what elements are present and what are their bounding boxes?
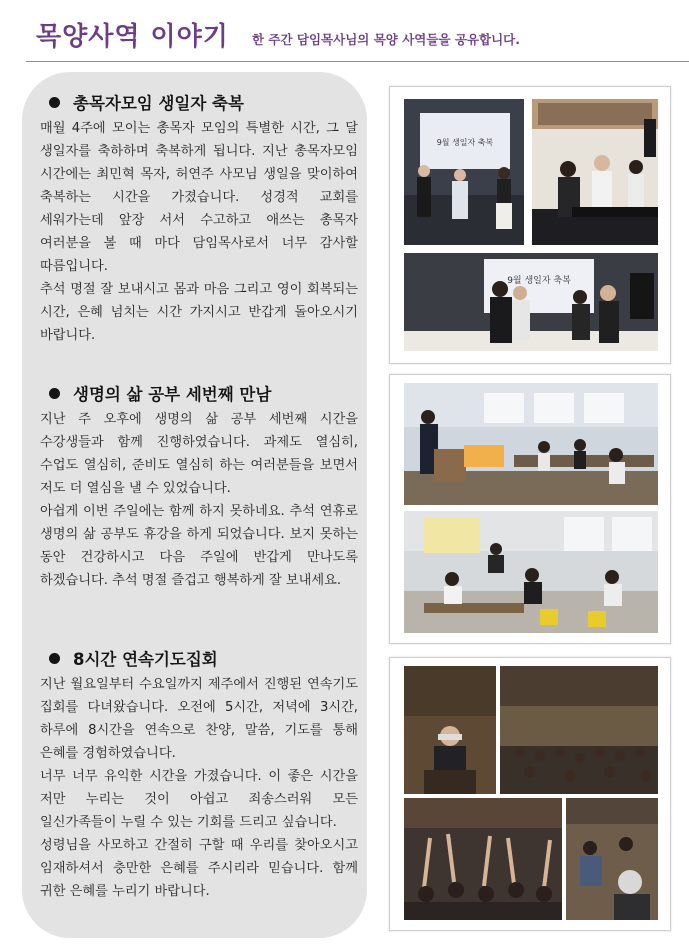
- section-title: 8시간 연속기도집회: [73, 650, 218, 669]
- photo-frame-birthday: [389, 86, 671, 364]
- photo-life-study-class: [404, 511, 658, 633]
- photo-prayer-hall: [500, 666, 658, 794]
- photo-frame-prayer-meeting: [389, 657, 671, 931]
- section-birthday: [40, 90, 358, 347]
- section-body: [40, 117, 358, 347]
- photo-prayer-speaker: [404, 666, 496, 794]
- section-paragraph: 아쉽게 이번 주일에는 함께 하지 못하네요. 추석 연휴로 생명의 삶 공부도 휴강을 하게 되었습니다. 보지 못하는 동안 건강하시고 다음 주일에 반갑게 만나도록 하겠습니다. 추석 명절 즐겁고 행복하게 잘 보내세요.: [40, 504, 358, 588]
- section-paragraph: 너무 너무 유익한 시간을 가졌습니다. 이 좋은 시간을 저만 누리는 것이 아쉽고 죄송스러워 모든 일신가족들이 누릴 수 있는 기회를 드리고 싶습니다.: [40, 769, 358, 830]
- photo-life-study-lecture: [404, 383, 658, 505]
- page-subtitle: 한 주간 담임목사님의 목양 사역들을 공유합니다.: [252, 32, 521, 47]
- section-heading: [40, 90, 358, 114]
- section-paragraph: 지난 월요일부터 수요일까지 제주에서 진행된 연속기도 집회를 다녀왔습니다. 오전에 5시간, 저녁에 3시간, 하루에 8시간을 연속으로 찬양, 말씀, 기도를 통해 은혜를 경험하였습니다.: [40, 677, 358, 761]
- section-paragraph: 매월 4주에 모이는 총목자 모임의 특별한 시간, 그 달 생일자를 축하하며 축복하게 됩니다. 지난 총목자모임 시간에는 최민혁 목자, 허연주 사모님 생일을 맞이하여 축복하는 시간을 가졌습니다. 성경적 교회를 세워가는데 앞장 서서 수고하고 애쓰는 총목자 여러분을 볼 때 마다 담임목사로서 너무 감사할 따름입니다.: [40, 121, 358, 274]
- section-heading: [40, 381, 358, 405]
- slide-text: 9월 생일자 축복: [507, 276, 571, 286]
- bullet-icon: [49, 97, 60, 108]
- section-heading: [40, 646, 358, 670]
- page-title: 목양사역 이야기: [36, 22, 229, 52]
- photo-prayer-worship: [404, 798, 562, 920]
- bullet-icon: [49, 653, 60, 664]
- section-prayer-meeting: [40, 646, 358, 903]
- slide-text: 9월 생일자 축복: [436, 138, 494, 147]
- section-title: 생명의 삶 공부 세번째 만남: [73, 385, 272, 404]
- bullet-icon: [49, 388, 60, 399]
- photo-birthday-blessing: [404, 253, 658, 351]
- section-paragraph: 지난 주 오후에 생명의 삶 공부 세번째 시간을 수강생들과 함께 진행하였습니다. 과제도 열심히, 수업도 열심히, 준비도 열심히 하는 여러분들을 보면서 저도 더 열심을 낼 수 있었습니다.: [40, 412, 358, 496]
- photo-prayer-congregation: [566, 798, 658, 920]
- section-body: [40, 673, 358, 903]
- photo-frame-life-study: [389, 374, 671, 644]
- section-paragraph: 추석 명절 잘 보내시고 몸과 마음 그리고 영이 회복되는 시간, 은혜 넘치는 시간 가지시고 반갑게 돌아오시기 바랍니다.: [40, 282, 358, 343]
- page-header: [0, 0, 689, 62]
- photo-birthday-piano: [532, 99, 658, 245]
- section-title: 총목자모임 생일자 축복: [73, 94, 244, 113]
- section-life-study: [40, 381, 358, 592]
- section-body: [40, 408, 358, 592]
- section-paragraph: 성령님을 사모하고 간절히 구할 때 우리를 찾아오시고 임재하셔서 충만한 은혜를 주시리라 믿습니다. 함께 귀한 은혜를 누리기 바랍니다.: [40, 838, 358, 899]
- header-divider: [26, 61, 689, 62]
- photo-birthday-group: [404, 99, 524, 245]
